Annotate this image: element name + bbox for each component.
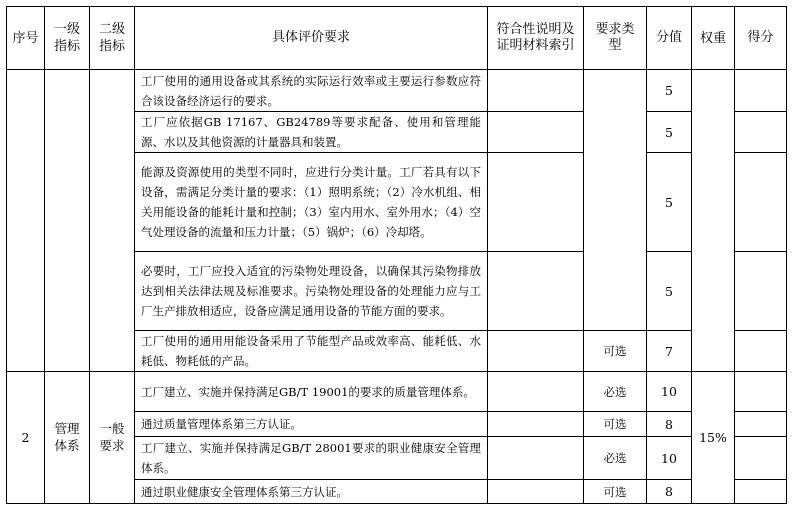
header-score: 分值 — [647, 7, 692, 70]
score-cell: 5 — [647, 70, 692, 112]
score-cell: 5 — [647, 252, 692, 331]
header-evidence: 符合性说明及证明材料索引 — [488, 7, 584, 70]
level1-cell-empty — [45, 70, 90, 372]
evidence-cell — [488, 412, 584, 437]
weight-cell-empty — [692, 70, 735, 372]
score-cell: 10 — [647, 372, 692, 412]
req-type-cell: 必选 — [584, 372, 647, 412]
req-type-cell: 可选 — [584, 331, 647, 372]
table-row — [7, 372, 787, 412]
req-type-cell: 必选 — [584, 437, 647, 480]
earned-cell — [735, 437, 787, 480]
req-type-cell: 可选 — [584, 412, 647, 437]
requirement-text: 工厂建立、实施并保持满足GB/T 28001要求的职业健康安全管理体系。 — [135, 437, 488, 480]
evidence-cell — [488, 70, 584, 112]
seq-cell-empty — [7, 70, 45, 372]
weight-cell: 15% — [692, 372, 735, 504]
requirement-text: 通过质量管理体系第三方认证。 — [135, 412, 488, 437]
earned-cell — [735, 480, 787, 504]
evidence-cell — [488, 112, 584, 153]
requirement-text: 工厂应依据GB 17167、GB24789等要求配备、使用和管理能源、水以及其他资源的计量器具和装置。 — [135, 112, 488, 153]
earned-cell — [735, 372, 787, 412]
requirement-text: 工厂使用的通用设备或其系统的实际运行效率或主要运行参数应符合该设备经济运行的要求。 — [135, 70, 488, 112]
header-level1: 一级指标 — [45, 7, 90, 70]
score-cell: 8 — [647, 412, 692, 437]
earned-cell — [735, 153, 787, 252]
requirement-text: 工厂建立、实施并保持满足GB/T 19001的要求的质量管理体系。 — [135, 372, 488, 412]
requirement-text: 工厂使用的通用用能设备采用了节能型产品或效率高、能耗低、水耗低、物耗低的产品。 — [135, 331, 488, 372]
evidence-cell — [488, 331, 584, 372]
header-weight: 权重 — [692, 7, 735, 70]
earned-cell — [735, 331, 787, 372]
header-req-type: 要求类型 — [584, 7, 647, 70]
header-requirement: 具体评价要求 — [135, 7, 488, 70]
level1-cell: 管理体系 — [45, 372, 90, 504]
req-type-cell: 可选 — [584, 480, 647, 504]
level2-cell: 一般要求 — [90, 372, 135, 504]
evidence-cell — [488, 437, 584, 480]
earned-cell — [735, 252, 787, 331]
score-cell: 8 — [647, 480, 692, 504]
evidence-cell — [488, 372, 584, 412]
header-row — [7, 7, 787, 70]
evidence-cell — [488, 153, 584, 252]
header-level2: 二级指标 — [90, 7, 135, 70]
table-row — [7, 70, 787, 112]
header-seq: 序号 — [7, 7, 45, 70]
earned-cell — [735, 112, 787, 153]
score-cell: 7 — [647, 331, 692, 372]
requirement-text: 能源及资源使用的类型不同时，应进行分类计量。工厂若具有以下设备，需满足分类计量的要求：（1）照明系统；（2）冷水机组、相关用能设备的能耗计量和控制；（3）室内用水、室外用水；（4）空气处理设备的流量和压力计量；（5）锅炉；（6）冷却塔。 — [135, 153, 488, 252]
earned-cell — [735, 70, 787, 112]
header-earned: 得分 — [735, 7, 787, 70]
requirement-text: 通过职业健康安全管理体系第三方认证。 — [135, 480, 488, 504]
score-cell: 10 — [647, 437, 692, 480]
evidence-cell — [488, 252, 584, 331]
evidence-cell — [488, 480, 584, 504]
seq-cell: 2 — [7, 372, 45, 504]
level2-cell-empty — [90, 70, 135, 372]
earned-cell — [735, 412, 787, 437]
score-cell: 5 — [647, 153, 692, 252]
score-cell: 5 — [647, 112, 692, 153]
evaluation-table — [6, 6, 787, 504]
req-type-cell — [584, 70, 647, 331]
requirement-text: 必要时，工厂应投入适宜的污染物处理设备，以确保其污染物排放达到相关法律法规及标准要求。污染物处理设备的处理能力应与工厂生产排放相适应，设备应满足通用设备的节能方面的要求。 — [135, 252, 488, 331]
